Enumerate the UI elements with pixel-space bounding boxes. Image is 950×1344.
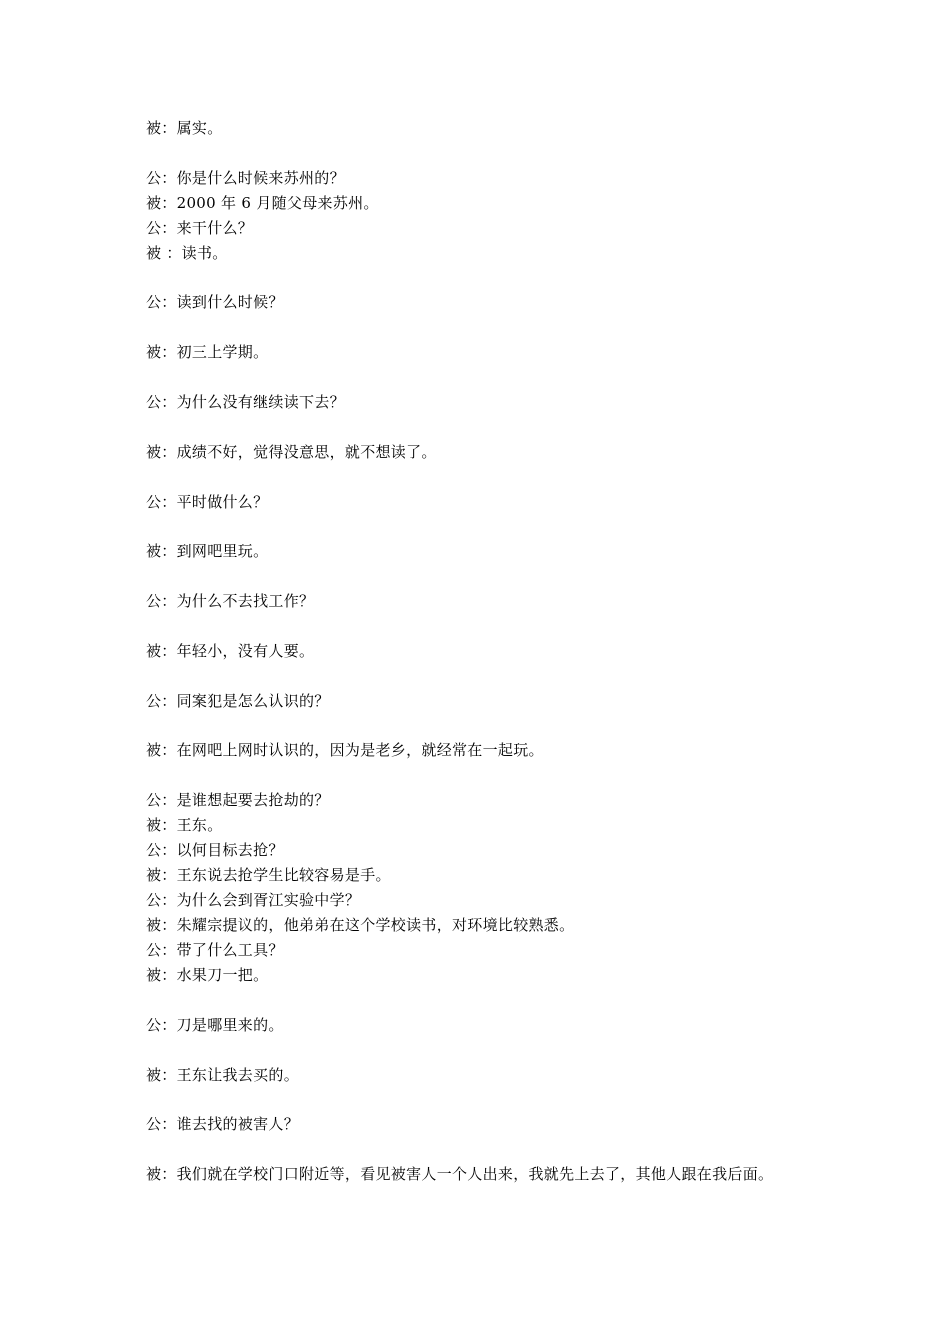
dialogue-line: 公：你是什么时候来苏州的？ (146, 169, 345, 187)
dialogue-line: 被 ：读书。 (146, 244, 228, 262)
dialogue-line: 被：王东让我去买的。 (146, 1066, 300, 1084)
dialogue-line: 被：王东。 (146, 816, 223, 834)
dialogue-line: 公：平时做什么？ (146, 493, 269, 511)
dialogue-line: 被：到网吧里玩。 (146, 542, 269, 560)
dialogue-line: 被：水果刀一把。 (146, 966, 269, 984)
dialogue-line: 公：为什么没有继续读下去？ (146, 393, 345, 411)
dialogue-line: 被：我们就在学校门口附近等，看见被害人一个人出来，我就先上去了，其他人跟在我后面。 (146, 1165, 774, 1183)
dialogue-line: 公：谁去找的被害人？ (146, 1115, 300, 1133)
dialogue-line: 公：带了什么工具？ (146, 941, 284, 959)
dialogue-line: 公：以何目标去抢？ (146, 841, 284, 859)
dialogue-line: 被：属实。 (146, 119, 223, 137)
dialogue-line: 公：来干什么？ (146, 219, 254, 237)
dialogue-line: 被：初三上学期。 (146, 343, 269, 361)
dialogue-line: 被：朱耀宗提议的，他弟弟在这个学校读书，对环境比较熟悉。 (146, 916, 575, 934)
dialogue-line: 公：同案犯是怎么认识的？ (146, 692, 330, 710)
dialogue-line: 被：年轻小，没有人要。 (146, 642, 315, 660)
dialogue-line: 公：刀是哪里来的。 (146, 1016, 284, 1034)
dialogue-line: 被：成绩不好，觉得没意思，就不想读了。 (146, 443, 437, 461)
dialogue-line: 被：在网吧上网时认识的，因为是老乡，就经常在一起玩。 (146, 741, 544, 759)
dialogue-line: 公：为什么会到胥江实验中学？ (146, 891, 361, 909)
dialogue-line: 公：读到什么时候？ (146, 293, 284, 311)
dialogue-line: 公：为什么不去找工作？ (146, 592, 315, 610)
dialogue-line: 被：2000 年 6 月随父母来苏州。 (146, 194, 379, 212)
dialogue-line: 公：是谁想起要去抢劫的？ (146, 791, 330, 809)
dialogue-line: 被：王东说去抢学生比较容易是手。 (146, 866, 391, 884)
